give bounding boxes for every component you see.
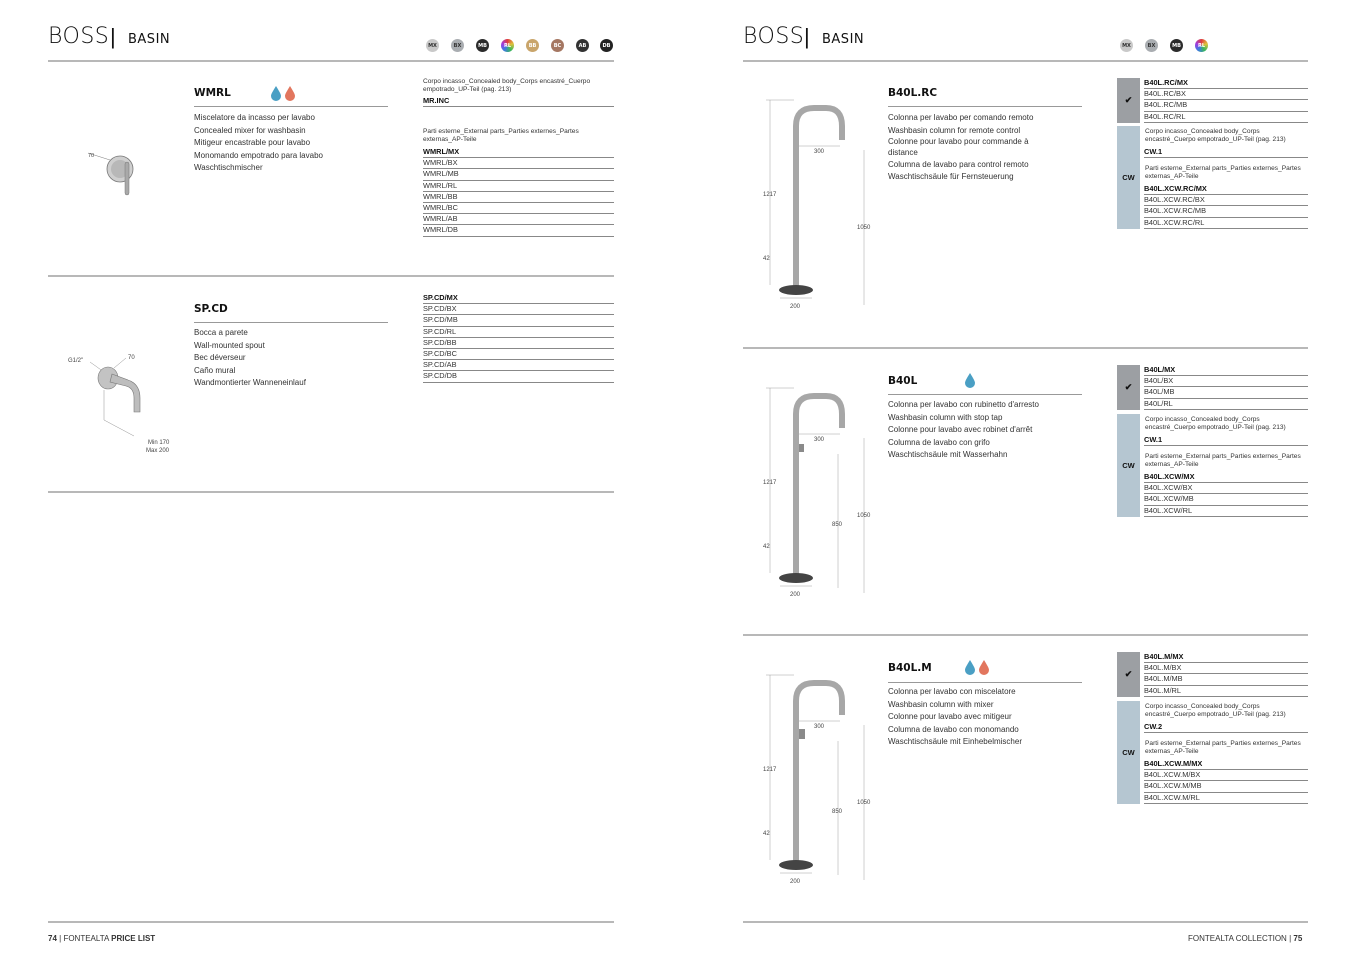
wmrl-description: Miscelatore da incasso per lavabo Concealed mixer for washbasin Mitigeur encastrable pour lavabo Monomando empotrado para lavabo Waschtischmischer	[194, 113, 323, 173]
spcd-dim-thread: G1/2"	[68, 358, 84, 364]
b40l-cw-code-list	[1144, 472, 1308, 517]
cw-tab: CW	[1117, 701, 1140, 804]
cw-tab: CW	[1117, 414, 1140, 517]
spcd-drawing	[66, 350, 176, 456]
b40l-m-cw-code-list	[1144, 759, 1308, 804]
hot-drop-icon	[979, 660, 989, 675]
finish-bx-swatch: BX	[1145, 39, 1158, 52]
right-brand-title: BOSS	[743, 24, 805, 49]
list-item: B40L.XCW.RC/MX	[1144, 184, 1308, 195]
finish-mb-swatch: MB	[476, 39, 489, 52]
wmrl-external-label: Parti esterne_External parts_Parties externes_Partes externas_AP-Teile	[423, 128, 579, 143]
spcd-code: SP.CD	[194, 303, 228, 315]
left-footer: 74 | FONTEALTA PRICE LIST	[48, 934, 156, 943]
list-item: B40L.XCW.M/RL	[1144, 793, 1308, 804]
list-item: SP.CD/MX	[423, 293, 614, 304]
left-brand-title: BOSS	[48, 24, 110, 49]
section-rule	[743, 634, 1308, 636]
b40l-m-description: Colonna per lavabo con miscelatore Washbasin column with mixer Colonne pour lavabo avec mitigeur Columna de lavabo con monomando Waschtischsäule mit Einhebelmischer	[888, 687, 1022, 747]
list-item: WMRL/AB	[423, 214, 614, 225]
b40l-code: B40L	[888, 375, 918, 387]
svg-text:42: 42	[763, 544, 770, 550]
finish-rl-swatch: RL	[1195, 39, 1208, 52]
svg-text:200: 200	[790, 592, 801, 598]
list-item: WMRL/BB	[423, 192, 614, 203]
cold-drop-icon	[964, 372, 978, 388]
standard-finish-check-icon: ✔	[1117, 652, 1140, 697]
wmrl-code-list	[423, 147, 614, 237]
cw-tab: CW	[1117, 126, 1140, 229]
b40l-rc-code: B40L.RC	[888, 87, 938, 99]
list-item: B40L.M/MB	[1144, 674, 1308, 685]
list-item: B40L.RC/BX	[1144, 89, 1308, 100]
b40l-rc-cw-code-list	[1144, 184, 1308, 229]
right-footer: FONTEALTA COLLECTION | 75	[1188, 934, 1303, 943]
b40l-drawing	[760, 378, 875, 603]
title-divider: |	[804, 24, 810, 49]
list-item: B40L.RC/MB	[1144, 100, 1308, 111]
svg-text:42: 42	[763, 256, 770, 262]
spcd-description: Bocca a parete Wall-mounted spout Bec déverseur Caño mural Wandmontierter Wanneneinlauf	[194, 328, 306, 388]
svg-text:1050: 1050	[857, 800, 871, 806]
svg-text:300: 300	[814, 437, 825, 443]
list-item: B40L.XCW/MB	[1144, 494, 1308, 505]
finish-db-swatch: DB	[600, 39, 613, 52]
left-footer-rule	[48, 921, 614, 923]
b40l-m-drawing	[760, 665, 875, 890]
list-item: B40L.XCW.RC/MB	[1144, 206, 1308, 217]
svg-text:1217: 1217	[763, 480, 777, 486]
hot-drop-icon	[285, 86, 295, 101]
list-item: B40L/RL	[1144, 399, 1308, 410]
list-item: WMRL/RL	[423, 181, 614, 192]
list-item: B40L.M/MX	[1144, 652, 1308, 663]
spcd-dim-min: Min 170	[148, 440, 170, 446]
finish-rl-swatch: RL	[501, 39, 514, 52]
list-item: WMRL/DB	[423, 225, 614, 236]
list-item: B40L.RC/RL	[1144, 112, 1308, 123]
list-item: B40L/MX	[1144, 365, 1308, 376]
svg-text:300: 300	[814, 149, 825, 155]
b40l-rc-concealed-label: Corpo incasso_Concealed body_Corps encastré_Cuerpo empotrado_UP-Teil (pag. 213)	[1145, 128, 1286, 143]
b40l-code-list	[1144, 365, 1308, 410]
spcd-dim-max: Max 200	[146, 448, 170, 454]
list-item: B40L.XCW.M/MX	[1144, 759, 1308, 770]
b40l-m-code-list	[1144, 652, 1308, 697]
b40l-rc-external-label: Parti esterne_External parts_Parties externes_Partes externas_AP-Teile	[1145, 165, 1301, 180]
list-item: B40L.XCW.M/BX	[1144, 770, 1308, 781]
svg-text:1217: 1217	[763, 767, 777, 773]
b40l-description: Colonna per lavabo con rubinetto d'arresto Washbasin column with stop tap Colonne pour lavabo avec robinet d'arrêt Columna de lavabo con grifo Waschtischsäule mit Wasserhahn	[888, 400, 1039, 460]
svg-text:300: 300	[814, 724, 825, 730]
list-item: WMRL/MX	[423, 147, 614, 158]
section-rule	[48, 491, 614, 493]
list-item: B40L/MB	[1144, 387, 1308, 398]
b40l-external-label: Parti esterne_External parts_Parties externes_Partes externas_AP-Teile	[1145, 453, 1301, 468]
left-category: BASIN	[128, 32, 171, 47]
finish-mx-swatch: MX	[426, 39, 439, 52]
finish-mx-swatch: MX	[1120, 39, 1133, 52]
left-header-rule	[48, 60, 614, 62]
page-number: 74	[48, 934, 57, 943]
b40l-rc-code-list	[1144, 78, 1308, 123]
cold-drop-icon	[965, 660, 975, 675]
svg-text:200: 200	[790, 304, 801, 310]
standard-finish-check-icon: ✔	[1117, 365, 1140, 410]
list-item: SP.CD/MB	[423, 315, 614, 326]
list-item: B40L.XCW/BX	[1144, 483, 1308, 494]
list-item: B40L.XCW.RC/BX	[1144, 195, 1308, 206]
b40l-rc-concealed-code: CW.1	[1144, 147, 1308, 158]
list-item: WMRL/MB	[423, 169, 614, 180]
hot-cold-drop-icons	[964, 659, 994, 675]
hot-cold-drop-icons	[270, 85, 300, 101]
svg-text:850: 850	[832, 522, 843, 528]
right-category: BASIN	[822, 32, 865, 47]
b40l-concealed-code: CW.1	[1144, 435, 1308, 446]
list-item: B40L.M/RL	[1144, 686, 1308, 697]
spcd-dim-70: 70	[128, 355, 135, 361]
wmrl-drawing	[80, 148, 150, 198]
spcd-code-list	[423, 293, 614, 383]
finish-bb-swatch: BB	[526, 39, 539, 52]
wmrl-dim-70: 70	[88, 153, 95, 159]
wmrl-concealed-label: Corpo incasso_Concealed body_Corps encastré_Cuerpo empotrado_UP-Teil (pag. 213)	[423, 78, 591, 93]
standard-finish-check-icon: ✔	[1117, 78, 1140, 123]
list-item: SP.CD/BC	[423, 349, 614, 360]
finish-bx-swatch: BX	[451, 39, 464, 52]
section-rule	[743, 347, 1308, 349]
wmrl-concealed-code: MR.INC	[423, 96, 614, 107]
b40l-m-concealed-code: CW.2	[1144, 722, 1308, 733]
b40l-rc-drawing	[760, 90, 875, 315]
list-item: B40L/BX	[1144, 376, 1308, 387]
list-item: B40L.M/BX	[1144, 663, 1308, 674]
svg-text:1050: 1050	[857, 225, 871, 231]
svg-text:850: 850	[832, 809, 843, 815]
svg-text:1050: 1050	[857, 513, 871, 519]
svg-text:1217: 1217	[763, 192, 777, 198]
list-item: SP.CD/BX	[423, 304, 614, 315]
list-item: WMRL/BX	[423, 158, 614, 169]
finish-bc-swatch: BC	[551, 39, 564, 52]
list-item: B40L.RC/MX	[1144, 78, 1308, 89]
b40l-m-concealed-label: Corpo incasso_Concealed body_Corps encastré_Cuerpo empotrado_UP-Teil (pag. 213)	[1145, 703, 1286, 718]
cold-drop-icon	[271, 86, 281, 101]
list-item: SP.CD/RL	[423, 327, 614, 338]
b40l-m-code: B40L.M	[888, 662, 932, 674]
list-item: B40L.XCW/MX	[1144, 472, 1308, 483]
list-item: SP.CD/BB	[423, 338, 614, 349]
list-item: WMRL/BC	[423, 203, 614, 214]
svg-text:200: 200	[790, 879, 801, 885]
list-item: SP.CD/AB	[423, 360, 614, 371]
finish-ab-swatch: AB	[576, 39, 589, 52]
svg-text:42: 42	[763, 831, 770, 837]
list-item: B40L.XCW.RC/RL	[1144, 218, 1308, 229]
page-number: 75	[1293, 934, 1303, 943]
finish-mb-swatch: MB	[1170, 39, 1183, 52]
b40l-concealed-label: Corpo incasso_Concealed body_Corps encastré_Cuerpo empotrado_UP-Teil (pag. 213)	[1145, 416, 1286, 431]
wmrl-code: WMRL	[194, 87, 231, 99]
b40l-rc-description: Colonna per lavabo per comando remoto Washbasin column for remote control Colonne pour lavabo pour commande à distance Columna de lavabo para control remoto Waschtischsäule für Fernsteuerung	[888, 113, 1034, 182]
right-footer-rule	[743, 921, 1308, 923]
title-divider: |	[110, 24, 116, 49]
list-item: B40L.XCW/RL	[1144, 506, 1308, 517]
b40l-m-external-label: Parti esterne_External parts_Parties externes_Partes externas_AP-Teile	[1145, 740, 1301, 755]
section-rule	[48, 275, 614, 277]
list-item: SP.CD/DB	[423, 371, 614, 382]
right-header-rule	[743, 60, 1308, 62]
list-item: B40L.XCW.M/MB	[1144, 781, 1308, 792]
